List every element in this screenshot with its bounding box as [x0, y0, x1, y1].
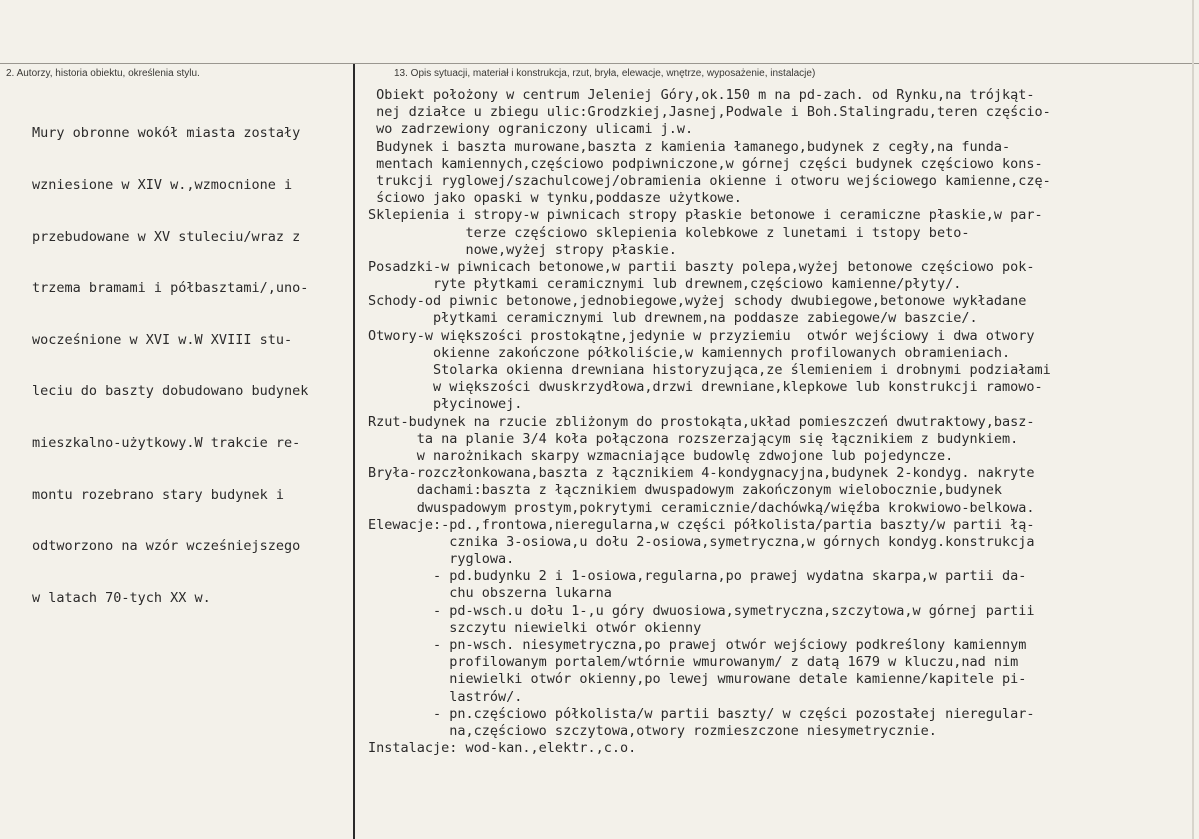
- description-line: ściowo jako opaski w tynku,poddasze użytkowe.: [368, 190, 742, 207]
- description-line: terze częściowo sklepienia kolebkowe z lunetami i tstopy beto-: [368, 224, 970, 241]
- header-rule: [0, 63, 1199, 64]
- description-line: Budynek i baszta murowane,baszta z kamienia łamanego,budynek z cegły,na funda-: [368, 138, 1011, 155]
- description-line: płycinowej.: [368, 396, 523, 413]
- history-text: [32, 91, 354, 641]
- history-line: trzema bramami i półbasztami/,uno-: [32, 280, 309, 297]
- description-line: trukcji ryglowej/szachulcowej/obramienia okienne i otworu wejściowego kamienne,czę-: [368, 172, 1051, 189]
- history-line: wzniesione w XIV w.,wzmocnione i: [32, 177, 293, 193]
- history-line: w latach 70-tych XX w.: [32, 589, 211, 606]
- description-line: dwuspadowym prostym,pokrytymi ceramicznie/dachówką/więźba krokwiowo-belkowa.: [368, 499, 1035, 516]
- description-line: Obiekt położony w centrum Jeleniej Góry,ok.150 m na pd-zach. od Rynku,na trójkąt-: [368, 87, 1035, 103]
- description-line: Sklepienia i stropy-w piwnicach stropy płaskie betonowe i ceramiczne płaskie,w par-: [368, 207, 1043, 224]
- history-line: odtworzono na wzór wcześniejszego: [32, 538, 301, 555]
- description-line: - pd.budynku 2 i 1-osiowa,regularna,po prawej wydatna skarpa,w partii da-: [368, 568, 1027, 585]
- description-line: Instalacje: wod-kan.,elektr.,c.o.: [368, 740, 637, 757]
- history-line: montu rozebrano stary budynek i: [32, 486, 284, 503]
- description-line: szczytu niewielki otwór okienny: [368, 619, 702, 636]
- description-line: niewielki otwór okienny,po lewej wmurowane detale kamienne/kapitele pi-: [368, 671, 1027, 688]
- description-line: cznika 3-osiowa,u dołu 2-osiowa,symetryczna,w górnych kondyg.konstrukcja: [368, 533, 1035, 550]
- description-text: [368, 87, 1192, 757]
- description-line: ryglowa.: [368, 551, 515, 568]
- description-line: ta na planie 3/4 koła połączona rozszerzającym się łącznikiem z budynkiem.: [368, 430, 1019, 447]
- description-line: płytkami ceramicznymi lub drewnem,na poddasze zabiegowe/w baszcie/.: [368, 310, 978, 327]
- description-line: Posadzki-w piwnicach betonowe,w partii baszty polepa,wyżej betonowe częściowo pok-: [368, 258, 1035, 275]
- description-line: okienne zakończone półkoliście,w kamiennych profilowanych obramieniach.: [368, 344, 1011, 361]
- page-edge: [1192, 0, 1194, 839]
- description-line: Otwory-w większości prostokątne,jedynie w przyziemiu otwór wejściowy i dwa otwory: [368, 327, 1035, 344]
- history-line: leciu do baszty dobudowano budynek: [32, 383, 309, 400]
- description-line: mentach kamiennych,częściowo podpiwniczone,w górnej części budynek częściowo kons-: [368, 155, 1043, 172]
- header-authors-history: 2. Autorzy, historia obiektu, określenia stylu.: [6, 68, 200, 79]
- description-line: - pd-wsch.u dołu 1-,u góry dwuosiowa,symetryczna,szczytowa,w górnej partii: [368, 602, 1035, 619]
- history-line: mieszkalno-użytkowy.W trakcie re-: [32, 434, 301, 451]
- description-line: Elewacje:-pd.,frontowa,nieregularna,w części półkolista/partia baszty/w partii łą-: [368, 516, 1035, 533]
- description-line: - pn-wsch. niesymetryczna,po prawej otwór wejściowy podkreślony kamiennym: [368, 637, 1027, 653]
- description-line: nej działce u zbiegu ulic:Grodzkiej,Jasnej,Podwale i Boh.Stalingradu,teren częścio-: [368, 104, 1051, 121]
- history-line: Mury obronne wokół miasta zostały: [32, 125, 301, 142]
- description-line: wo zadrzewiony ograniczony ulicami j.w.: [368, 121, 694, 138]
- description-line: na,częściowo szczytowa,otwory rozmieszczone niesymetrycznie.: [368, 722, 937, 739]
- description-line: Rzut-budynek na rzucie zbliżonym do prostokąta,układ pomieszczeń dwutraktowy,basz-: [368, 413, 1035, 430]
- header-description: 13. Opis sytuacji, materiał i konstrukcja, rzut, bryła, elewacje, wnętrze, wyposażenie, instalacje): [394, 68, 816, 79]
- description-line: chu obszerna lukarna: [368, 585, 612, 602]
- description-line: Stolarka okienna drewniana historyzująca,ze ślemieniem i drobnymi podziałami: [368, 362, 1051, 378]
- description-line: w większości dwuskrzydłowa,drzwi drewniane,klepkowe lub konstrukcji ramowo-: [368, 379, 1043, 396]
- description-line: ryte płytkami ceramicznymi lub drewnem,częściowo kamienne/płyty/.: [368, 276, 962, 293]
- history-line: wocześnione w XVI w.W XVIII stu-: [32, 331, 293, 348]
- description-line: - pn.częściowo półkolista/w partii baszty/ w części pozostałej nieregular-: [368, 705, 1035, 722]
- description-line: lastrów/.: [368, 688, 523, 705]
- description-line: nowe,wyżej stropy płaskie.: [368, 241, 677, 258]
- history-line: przebudowane w XV stuleciu/wraz z: [32, 228, 301, 245]
- description-line: Schody-od piwnic betonowe,jednobiegowe,wyżej schody dwubiegowe,betonowe wykładane: [368, 293, 1027, 310]
- description-line: Bryła-rozczłonkowana,baszta z łącznikiem 4-kondygnacyjna,budynek 2-kondyg. nakryte: [368, 465, 1035, 482]
- description-line: w narożnikach skarpy wzmacniające budowlę zdwojone lub pojedyncze.: [368, 447, 954, 464]
- description-line: dachami:baszta z łącznikiem dwuspadowym zakończonym wielobocznie,budynek: [368, 482, 1002, 499]
- description-line: profilowanym portalem/wtórnie wmurowanym/ z datą 1679 w kluczu,nad nim: [368, 654, 1019, 671]
